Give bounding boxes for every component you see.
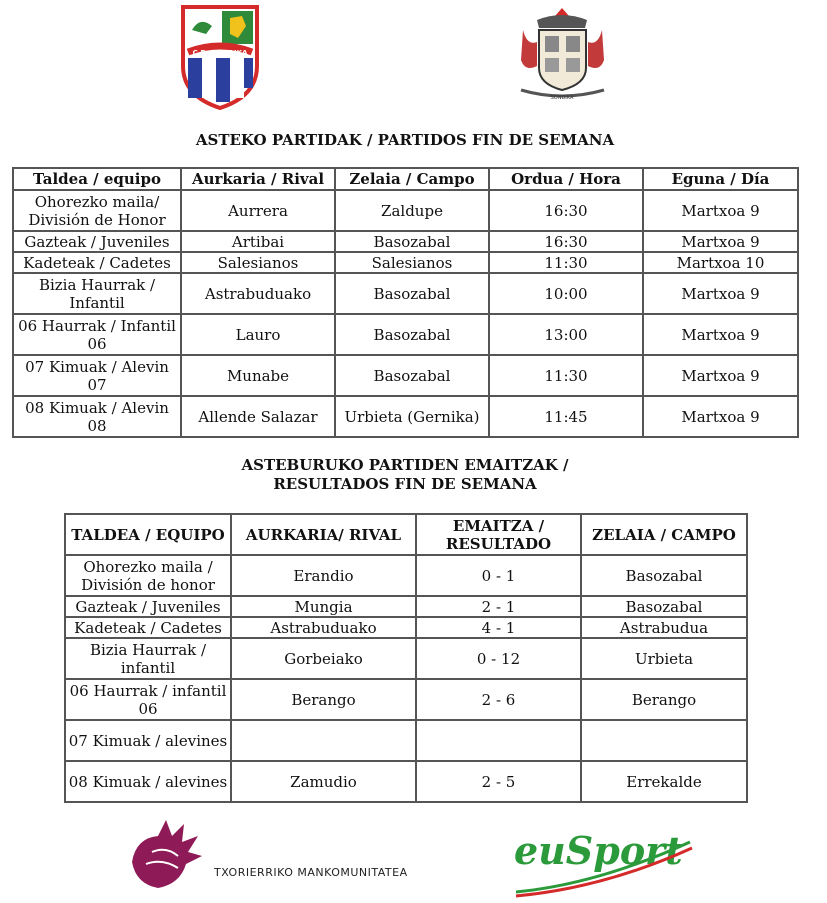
cell-rival: Berango — [231, 679, 416, 720]
cell-score: 4 - 1 — [416, 617, 581, 638]
cell-rival — [231, 720, 416, 761]
cell-team: Gazteak / Juveniles — [65, 596, 231, 617]
cell-day: Martxoa 9 — [643, 314, 798, 355]
cell-rival: Munabe — [181, 355, 335, 396]
eusport-logo — [508, 812, 698, 900]
cell-team: Bizia Haurrak / infantil — [65, 638, 231, 679]
results-header-row — [65, 514, 747, 555]
svg-text:euSport: euSport — [514, 828, 683, 873]
cell-time: 10:00 — [489, 273, 643, 314]
cell-field: Berango — [581, 679, 747, 720]
cell-field: Salesianos — [335, 252, 489, 273]
table-row — [65, 617, 747, 638]
table-row — [13, 231, 798, 252]
cell-team: Ohorezko maila/ División de Honor — [13, 190, 181, 231]
cell-rival: Artibai — [181, 231, 335, 252]
results-table — [64, 513, 748, 803]
results-title-line1: ASTEBURUKO PARTIDEN EMAITZAK / — [241, 456, 569, 474]
cell-field: Basozabal — [335, 314, 489, 355]
cell-field: Basozabal — [581, 596, 747, 617]
cell-day: Martxoa 9 — [643, 273, 798, 314]
cell-time: 13:00 — [489, 314, 643, 355]
header-taldea: Taldea / equipo — [13, 168, 181, 190]
results-title — [0, 456, 810, 494]
cell-field: Zaldupe — [335, 190, 489, 231]
cell-team: 08 Kimuak / Alevin 08 — [13, 396, 181, 437]
cell-time: 16:30 — [489, 231, 643, 252]
table-row — [13, 355, 798, 396]
table-row — [65, 761, 747, 802]
cell-time: 11:30 — [489, 252, 643, 273]
cell-rival: Astrabuduako — [231, 617, 416, 638]
cell-team: Gazteak / Juveniles — [13, 231, 181, 252]
results-title-line2: RESULTADOS FIN DE SEMANA — [273, 475, 537, 493]
svg-text:SONDIKA: SONDIKA — [550, 95, 574, 101]
header-emaitza: EMAITZA / RESULTADO — [416, 514, 581, 555]
cell-team: 08 Kimuak / alevines — [65, 761, 231, 802]
cell-day: Martxoa 9 — [643, 190, 798, 231]
cell-field: Urbieta — [581, 638, 747, 679]
cell-team: Bizia Haurrak / Infantil — [13, 273, 181, 314]
header-eguna: Eguna / Día — [643, 168, 798, 190]
cell-team: Kadeteak / Cadetes — [13, 252, 181, 273]
table-row — [13, 190, 798, 231]
cell-field: Basozabal — [581, 555, 747, 596]
fixtures-table — [12, 167, 799, 438]
header-aurkaria: Aurkaria / Rival — [181, 168, 335, 190]
header-taldea: TALDEA / EQUIPO — [65, 514, 231, 555]
cell-field — [581, 720, 747, 761]
cell-day: Martxoa 9 — [643, 231, 798, 252]
municipal-crest-logo — [515, 6, 610, 101]
cell-field: Basozabal — [335, 355, 489, 396]
cell-rival: Aurrera — [181, 190, 335, 231]
cell-rival: Salesianos — [181, 252, 335, 273]
cell-field: Urbieta (Gernika) — [335, 396, 489, 437]
table-row — [13, 273, 798, 314]
cell-team: Ohorezko maila / División de honor — [65, 555, 231, 596]
cell-field: Astrabudua — [581, 617, 747, 638]
cell-team: 06 Haurrak / infantil 06 — [65, 679, 231, 720]
cell-rival: Mungia — [231, 596, 416, 617]
cell-team: Kadeteak / Cadetes — [65, 617, 231, 638]
cell-team: 07 Kimuak / alevines — [65, 720, 231, 761]
header-zelaia: ZELAIA / CAMPO — [581, 514, 747, 555]
table-row — [65, 555, 747, 596]
cell-team: 06 Haurrak / Infantil 06 — [13, 314, 181, 355]
cell-rival: Allende Salazar — [181, 396, 335, 437]
cell-day: Martxoa 9 — [643, 396, 798, 437]
cell-field: Basozabal — [335, 273, 489, 314]
table-row — [13, 252, 798, 273]
cell-rival: Astrabuduako — [181, 273, 335, 314]
svg-text:C.D. SONDIKA: C.D. SONDIKA — [192, 49, 248, 57]
cell-score — [416, 720, 581, 761]
fixtures-header-row — [13, 168, 798, 190]
table-row — [13, 396, 798, 437]
cell-team: 07 Kimuak / Alevin 07 — [13, 355, 181, 396]
table-row — [65, 638, 747, 679]
cell-time: 11:30 — [489, 355, 643, 396]
cell-field: Basozabal — [335, 231, 489, 252]
cell-score: 0 - 12 — [416, 638, 581, 679]
cell-score: 2 - 5 — [416, 761, 581, 802]
svg-text:TXORIERRIKO MANKOMUNITATEA: TXORIERRIKO MANKOMUNITATEA — [214, 866, 408, 879]
header-aurkaria: AURKARIA/ RIVAL — [231, 514, 416, 555]
table-row — [13, 314, 798, 355]
table-row — [65, 596, 747, 617]
fixtures-title: ASTEKO PARTIDAK / PARTIDOS FIN DE SEMANA — [195, 131, 615, 149]
cell-score: 0 - 1 — [416, 555, 581, 596]
cell-day: Martxoa 10 — [643, 252, 798, 273]
table-row — [65, 679, 747, 720]
cell-time: 11:45 — [489, 396, 643, 437]
cell-rival: Gorbeiako — [231, 638, 416, 679]
mankomunitatea-logo — [122, 812, 458, 900]
header-ordua: Ordua / Hora — [489, 168, 643, 190]
cell-field: Errekalde — [581, 761, 747, 802]
cell-rival: Lauro — [181, 314, 335, 355]
table-row — [65, 720, 747, 761]
club-shield-logo — [180, 4, 260, 110]
cell-day: Martxoa 9 — [643, 355, 798, 396]
cell-time: 16:30 — [489, 190, 643, 231]
cell-score: 2 - 6 — [416, 679, 581, 720]
cell-rival: Erandio — [231, 555, 416, 596]
header-zelaia: Zelaia / Campo — [335, 168, 489, 190]
cell-rival: Zamudio — [231, 761, 416, 802]
cell-score: 2 - 1 — [416, 596, 581, 617]
